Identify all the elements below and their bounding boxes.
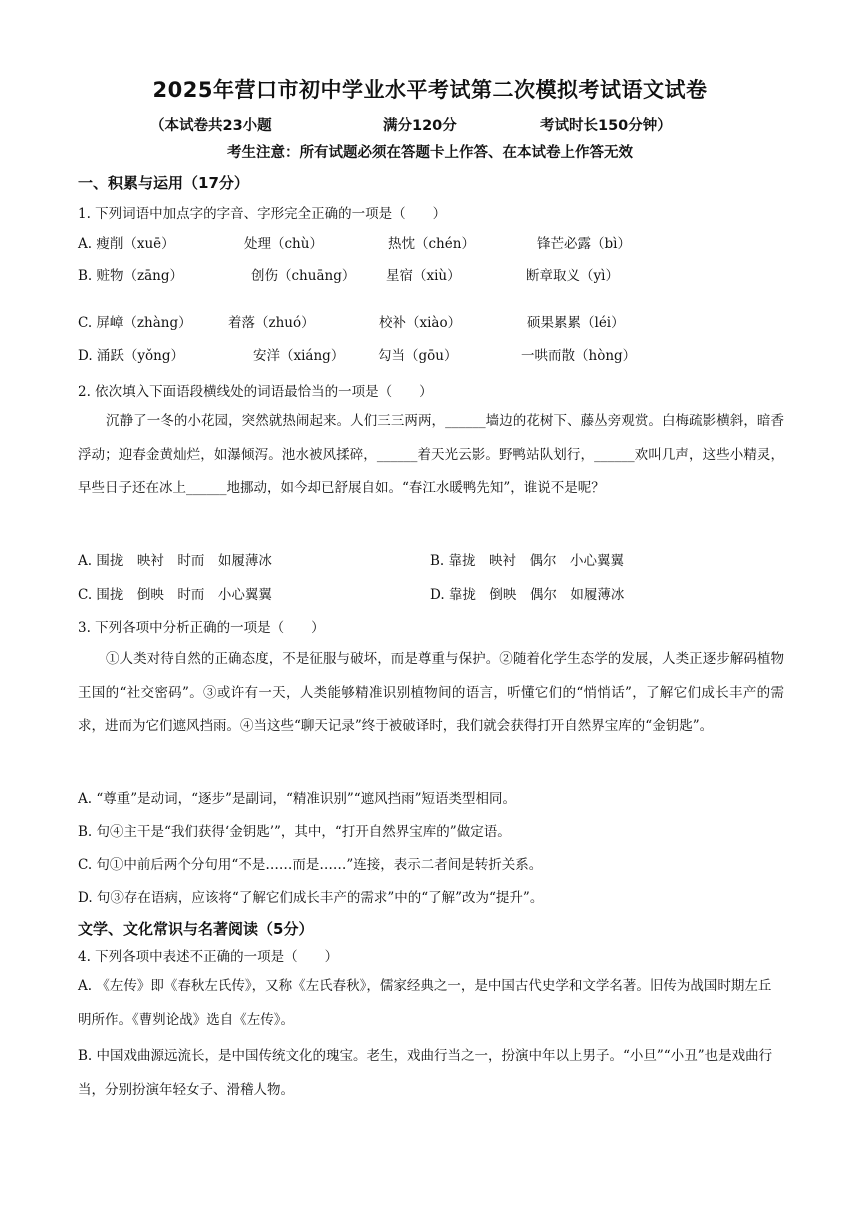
question-2-stem: 2. 依次填入下面语段横线处的词语最恰当的一项是（ ） — [78, 384, 433, 400]
q3-option-d: D. 句③存在语病，应该将“了解它们成长丰产的需求”中的“了解”改为“提升”。 — [78, 890, 544, 906]
q4-option-a: A. 《左传》即《春秋左氏传》，又称《左氏春秋》，儒家经典之一，是中国古代史学和文学名著。旧传为战国时期左丘明所作。《曹刿论战》选自《左传》。 — [78, 978, 772, 1028]
q1-option-a-word4: 锋芒必露（bì） — [537, 236, 631, 252]
q4-option-b: B. 中国戏曲源远流长，是中国传统文化的瑰宝。老生，戏曲行当之一，扮演中年以上男子。“小旦”“小丑”也是戏曲行当，分别扮演年轻女子、滑稽人物。 — [78, 1048, 773, 1098]
q1-option-a-word3: 热忱（chén） — [388, 236, 475, 252]
q1-option-d-word2: 安洋（xiáng） — [253, 348, 345, 364]
q1-option-d-word1: D. 涌跃（yǒng） — [78, 348, 185, 364]
question-3-passage: ①人类对待自然的正确态度，不是征服与破坏，而是尊重与保护。②随着化学生态学的发展，人类正逐步解码植物王国的“社交密码”。③或许有一天，人类能够精准识别植物间的语言，听懂它们的“悄悄话”，了解它们成长丰产的需求，进而为它们遮风挡雨。④当这些“聊天记录”终于被破译时，我们就会获得打开自然界宝库的“金钥匙”。 — [78, 651, 784, 734]
q2-option-d: D. 靠拢 倒映 偶尔 如履薄冰 — [430, 587, 625, 603]
q1-option-d-word4: 一哄而散（hòng） — [521, 348, 637, 364]
question-3-stem: 3. 下列各项中分析正确的一项是（ ） — [78, 620, 325, 636]
exam-duration: 考试时长150分钟） — [540, 118, 672, 134]
q2-option-a: A. 围拢 映衬 时而 如履薄冰 — [78, 553, 272, 569]
q2-option-b: B. 靠拢 映衬 偶尔 小心翼翼 — [430, 553, 625, 569]
q3-option-b: B. 句④主干是“我们获得‘金钥匙’”，其中，“打开自然界宝库的”做定语。 — [78, 824, 511, 840]
total-score: 满分120分 — [383, 118, 457, 134]
question-1-stem: 1. 下列词语中加点字的字音、字形完全正确的一项是（ ） — [78, 206, 447, 222]
question-4-stem: 4. 下列各项中表述不正确的一项是（ ） — [78, 949, 339, 965]
q3-option-a: A. “尊重”是动词，“逐步”是副词，“精准识别”“遮风挡雨”短语类型相同。 — [78, 791, 517, 807]
question-count: （本试卷共23小题 — [150, 118, 272, 134]
section-heading-2: 文学、文化常识与名著阅读（5分） — [78, 920, 314, 938]
section-heading-1: 一、积累与运用（17分） — [78, 174, 249, 192]
q1-option-b-word4: 断章取义（yì） — [526, 268, 619, 284]
q1-option-c-word4: 硕果累累（léi） — [527, 315, 625, 331]
q1-option-b-word2: 创伤（chuāng） — [251, 268, 356, 284]
exam-notice: 考生注意：所有试题必须在答题卡上作答、在本试卷上作答无效 — [227, 145, 633, 161]
q1-option-b-word3: 星宿（xiù） — [386, 268, 461, 284]
q1-option-c-word1: C. 屏嶂（zhàng） — [78, 315, 192, 331]
q1-option-a-word1: A. 瘦削（xuē） — [78, 236, 175, 252]
q1-option-a-word2: 处理（chù） — [244, 236, 323, 252]
q1-option-c-word3: 校补（xiào） — [379, 315, 462, 331]
q2-option-c: C. 围拢 倒映 时而 小心翼翼 — [78, 587, 272, 603]
question-2-passage: 沉静了一冬的小花园，突然就热闹起来。人们三三两两，______墙边的花树下、藤丛旁观赏。白梅疏影横斜，暗香浮动；迎春金黄灿烂，如瀑倾泻。池水被风揉碎，______着天光云影。野鸭站队划行，______欢叫几声，这些小精灵，早些日子还在冰上______地挪动，如今却已舒展自如。“春江水暖鸭先知”，谁说不是呢？ — [78, 413, 784, 496]
q3-option-c: C. 句①中前后两个分句用“不是……而是……”连接，表示二者间是转折关系。 — [78, 857, 543, 873]
q1-option-b-word1: B. 赃物（zāng） — [78, 268, 184, 284]
page-title: 2025年营口市初中学业水平考试第二次模拟考试语文试卷 — [152, 78, 708, 102]
q1-option-d-word3: 勾当（gōu） — [378, 348, 458, 364]
q1-option-c-word2: 着落（zhuó） — [228, 315, 315, 331]
